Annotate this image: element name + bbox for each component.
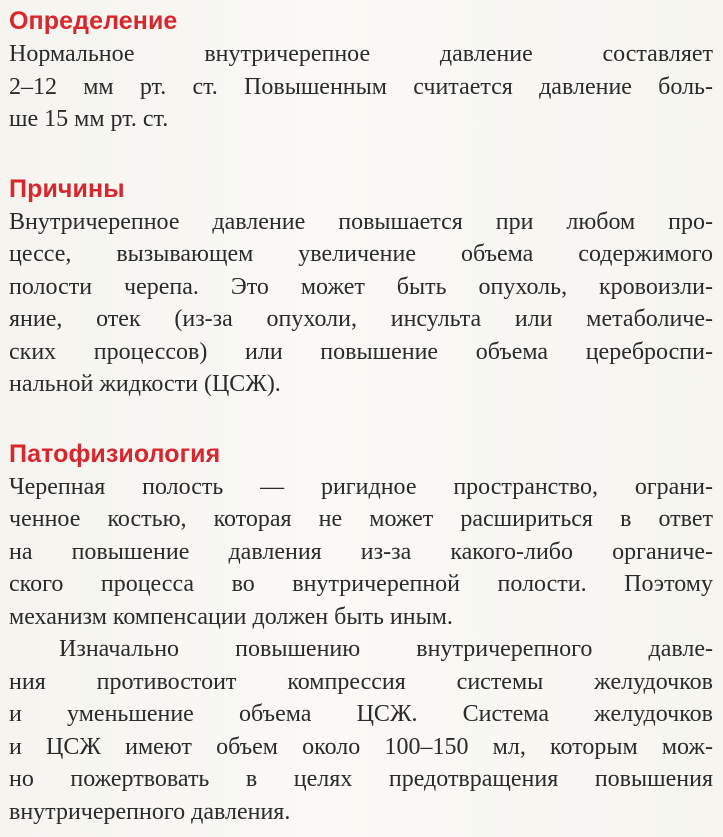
text-line: цессе, вызывающем увеличение объема содержимого bbox=[9, 241, 713, 267]
section-pathophysiology bbox=[9, 439, 713, 829]
text-line: внутричерепного давления. bbox=[9, 798, 291, 825]
text-line: и уменьшение объема ЦСЖ. Система желудочков bbox=[9, 701, 713, 727]
text-line: ских процессов) или повышение объема цереброспи- bbox=[9, 338, 713, 365]
section-causes bbox=[9, 174, 713, 401]
text-line: механизм компенсации должен быть иным. bbox=[9, 603, 453, 630]
text-line: яние, отек (из-за опухоли, инсульта или метаболиче- bbox=[9, 306, 713, 332]
text-line: полости черепа. Это может быть опухоль, кровоизли- bbox=[9, 273, 713, 300]
text-line: ния противостоит компрессия системы желудочков bbox=[9, 668, 713, 695]
text-line: нальной жидкости (ЦСЖ). bbox=[9, 371, 281, 397]
text-line: ше 15 мм рт. ст. bbox=[9, 106, 169, 132]
text-line: Черепная полость — ригидное пространство, ограни- bbox=[9, 473, 713, 500]
text-line: на повышение давления из-за какого-либо органиче- bbox=[9, 538, 713, 565]
pathophysiology-paragraph-2 bbox=[9, 633, 713, 828]
causes-heading: Причины bbox=[9, 174, 125, 203]
definition-paragraph bbox=[9, 38, 713, 136]
text-line: Внутричерепное давление повышается при любом про- bbox=[9, 208, 713, 235]
causes-paragraph bbox=[9, 206, 713, 401]
text-line: и ЦСЖ имеют объем около 100–150 мл, которым мож- bbox=[9, 733, 713, 760]
pathophysiology-heading: Патофизиология bbox=[9, 439, 221, 468]
text-line: 2–12 мм рт. ст. Повышенным считается давление боль- bbox=[9, 73, 713, 100]
text-line: но пожертвовать в целях предотвращения повышения bbox=[9, 766, 713, 792]
pathophysiology-paragraph-1 bbox=[9, 471, 713, 634]
definition-heading: Определение bbox=[9, 7, 178, 35]
text-line: Изначально повышению внутричерепного давле- bbox=[59, 636, 713, 662]
text-line: ского процесса во внутричерепной полости. Поэтому bbox=[9, 571, 713, 597]
text-line: ченное костью, которая не может расшириться в ответ bbox=[9, 506, 713, 532]
text-line: Нормальное внутричерепное давление составляет bbox=[9, 41, 713, 67]
section-definition bbox=[9, 6, 713, 136]
